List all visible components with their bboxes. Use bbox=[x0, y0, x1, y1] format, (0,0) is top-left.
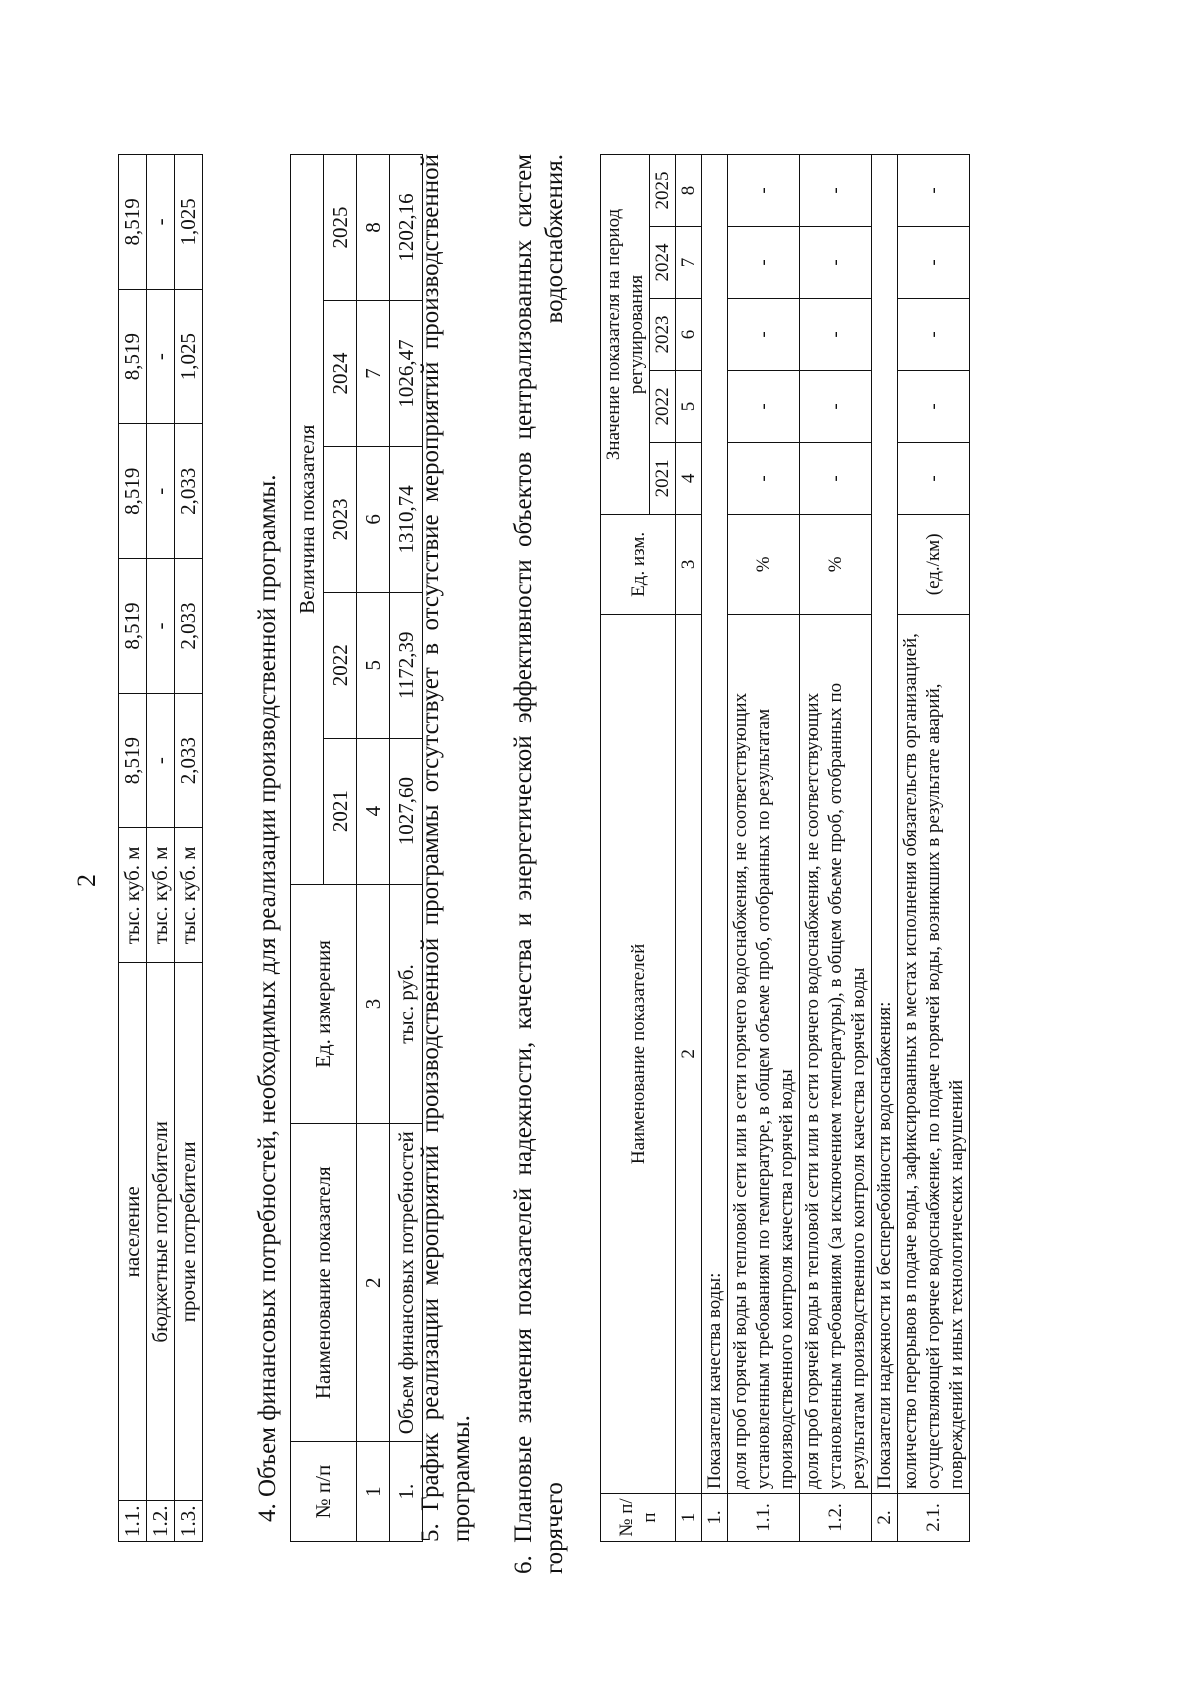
row-name: прочие потребители bbox=[175, 963, 203, 1501]
financial-needs-table bbox=[290, 154, 423, 1542]
row-unit: тыс. куб. м bbox=[119, 828, 147, 963]
col-number: 2 bbox=[676, 614, 702, 1493]
page-number: 2 bbox=[72, 874, 101, 887]
row-value: - bbox=[800, 298, 872, 370]
row-value: - bbox=[728, 370, 800, 442]
header-year: 2025 bbox=[324, 155, 357, 301]
row-value: 8,519 bbox=[119, 289, 147, 424]
table-header-row bbox=[291, 155, 324, 1542]
table-row bbox=[728, 155, 800, 1542]
column-number-row bbox=[357, 155, 390, 1542]
row-num: 1.1. bbox=[728, 1494, 800, 1542]
row-value: - bbox=[728, 227, 800, 299]
col-number: 6 bbox=[676, 298, 702, 370]
row-unit: тыс. куб. м bbox=[175, 828, 203, 963]
col-number: 4 bbox=[676, 442, 702, 514]
header-unit: Ед. изм. bbox=[601, 514, 676, 614]
table-row bbox=[119, 155, 147, 1542]
row-value: 1027,60 bbox=[390, 738, 423, 884]
col-number: 8 bbox=[357, 155, 390, 301]
table-header-row bbox=[601, 155, 650, 1542]
row-value: - bbox=[147, 424, 175, 559]
header-year: 2024 bbox=[324, 301, 357, 447]
row-value: 1,025 bbox=[175, 289, 203, 424]
row-num: 1.2. bbox=[800, 1494, 872, 1542]
row-value: - bbox=[898, 155, 970, 227]
row-value: - bbox=[147, 289, 175, 424]
header-year: 2021 bbox=[650, 442, 676, 514]
col-number: 1 bbox=[676, 1494, 702, 1542]
header-group: Значение показателя на период регулирования bbox=[601, 155, 650, 515]
header-name: Наименование показателей bbox=[601, 614, 676, 1493]
row-unit: тыс. руб. bbox=[390, 884, 423, 1124]
col-number: 7 bbox=[357, 301, 390, 447]
table-section-row bbox=[872, 155, 898, 1542]
table-row bbox=[147, 155, 175, 1542]
row-value: 8,519 bbox=[119, 693, 147, 828]
section5-text: 5. График реализации мероприятий производственной программы отсутствует в отсутствие мероприятий производственной программы. bbox=[417, 154, 475, 1542]
row-name: Объем финансовых потребностей bbox=[390, 1124, 423, 1442]
col-number: 7 bbox=[676, 227, 702, 299]
row-value: 1310,74 bbox=[390, 446, 423, 592]
header-year: 2022 bbox=[324, 592, 357, 738]
col-number: 3 bbox=[357, 884, 390, 1124]
header-year: 2025 bbox=[650, 155, 676, 227]
row-name: количество перерывов в подаче воды, зафиксированных в местах исполнения обязательств организацией, осуществляющей горячее водоснабжение, по подаче горячей воды, возникших в результате аварий, повреждений и иных технологических нарушений bbox=[898, 614, 970, 1493]
row-value: 1202,16 bbox=[390, 155, 423, 301]
row-value: - bbox=[728, 155, 800, 227]
col-number: 5 bbox=[676, 370, 702, 442]
row-value: 2,033 bbox=[175, 559, 203, 694]
row-value: - bbox=[898, 442, 970, 514]
row-value: - bbox=[898, 370, 970, 442]
row-unit: % bbox=[800, 514, 872, 614]
row-value: - bbox=[147, 155, 175, 290]
table-section-row bbox=[702, 155, 728, 1542]
col-number: 5 bbox=[357, 592, 390, 738]
row-num: 1. bbox=[390, 1442, 423, 1542]
row-section-title: Показатели качества воды: bbox=[702, 155, 728, 1494]
header-year: 2021 bbox=[324, 738, 357, 884]
row-value: - bbox=[147, 559, 175, 694]
row-name: доля проб горячей воды в тепловой сети или в сети горячего водоснабжения, не соответствующих установленным требованиям (за исключением температуры), в общем объеме проб, отобранных по результатам производственного контроля качества горячей воды bbox=[800, 614, 872, 1493]
col-number: 4 bbox=[357, 738, 390, 884]
row-num: 1.1. bbox=[119, 1501, 147, 1542]
row-value: - bbox=[800, 155, 872, 227]
row-value: 8,519 bbox=[119, 155, 147, 290]
section6-heading: 6. Плановые значения показателей надежности, качества и энергетической эффективности объектов централизованных систем горячего водоснабжения. bbox=[510, 154, 568, 1574]
row-num: 1.3. bbox=[175, 1501, 203, 1542]
row-name: население bbox=[119, 963, 147, 1501]
row-value: - bbox=[147, 693, 175, 828]
row-unit: тыс. куб. м bbox=[147, 828, 175, 963]
header-num: № п/п bbox=[601, 1494, 676, 1542]
row-name: доля проб горячей воды в тепловой сети или в сети горячего водоснабжения, не соответствующих установленным требованиям по температуре, в общем объеме проб, отобранных по результатам производственного контроля качества горячей воды bbox=[728, 614, 800, 1493]
indicators-table bbox=[600, 154, 970, 1542]
header-num: № п/п bbox=[291, 1442, 357, 1542]
row-num: 2.1. bbox=[898, 1494, 970, 1542]
row-value: 2,033 bbox=[175, 693, 203, 828]
row-unit: (ед./км) bbox=[898, 514, 970, 614]
header-group: Величина показателя bbox=[291, 155, 324, 885]
consumption-table bbox=[118, 154, 203, 1542]
row-section-title: Показатели надежности и бесперебойности водоснабжения: bbox=[872, 155, 898, 1494]
column-number-row bbox=[676, 155, 702, 1542]
row-name: бюджетные потребители bbox=[147, 963, 175, 1501]
col-number: 6 bbox=[357, 446, 390, 592]
row-value: 2,033 bbox=[175, 424, 203, 559]
table-row bbox=[175, 155, 203, 1542]
row-num: 1.2. bbox=[147, 1501, 175, 1542]
row-value: 1026,47 bbox=[390, 301, 423, 447]
header-year: 2023 bbox=[650, 298, 676, 370]
row-value: - bbox=[800, 442, 872, 514]
row-value: 1,025 bbox=[175, 155, 203, 290]
header-unit: Ед. измерения bbox=[291, 884, 357, 1124]
header-year: 2023 bbox=[324, 446, 357, 592]
row-num: 1. bbox=[702, 1494, 728, 1542]
col-number: 1 bbox=[357, 1442, 390, 1542]
row-num: 2. bbox=[872, 1494, 898, 1542]
table-row bbox=[800, 155, 872, 1542]
row-value: - bbox=[898, 227, 970, 299]
row-value: - bbox=[728, 442, 800, 514]
row-value: - bbox=[800, 227, 872, 299]
col-number: 2 bbox=[357, 1124, 390, 1442]
row-value: - bbox=[898, 298, 970, 370]
header-name: Наименование показателя bbox=[291, 1124, 357, 1442]
row-value: 8,519 bbox=[119, 424, 147, 559]
row-value: - bbox=[800, 370, 872, 442]
row-value: 1172,39 bbox=[390, 592, 423, 738]
col-number: 3 bbox=[676, 514, 702, 614]
row-value: 8,519 bbox=[119, 559, 147, 694]
row-value: - bbox=[728, 298, 800, 370]
header-year: 2022 bbox=[650, 370, 676, 442]
section4-heading: 4. Объем финансовых потребностей, необходимых для реализации производственной программы. bbox=[254, 474, 281, 1522]
row-unit: % bbox=[728, 514, 800, 614]
table-row bbox=[898, 155, 970, 1542]
header-year: 2024 bbox=[650, 227, 676, 299]
col-number: 8 bbox=[676, 155, 702, 227]
